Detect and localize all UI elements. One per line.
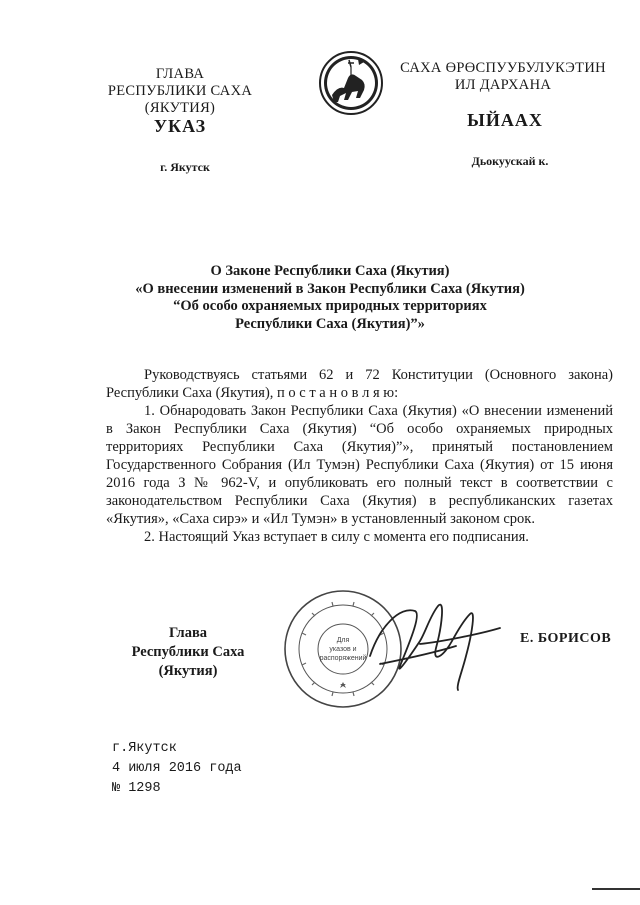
registration-footer	[112, 739, 242, 799]
header-right	[394, 60, 612, 94]
header-right-line1: САХА ӨРӨСПУУБУЛУКЭТИН	[400, 60, 606, 76]
page-edge-mark	[592, 888, 640, 890]
title-line1: О Законе Республики Саха (Якутия)	[210, 263, 450, 279]
doc-type-sakha: ЫЙААХ	[467, 110, 543, 130]
preamble: Руководствуясь статьями 62 и 72 Конституции (Основного закона) Республики Саха (Якутия), п о с т а н о в л я ю:	[106, 367, 613, 401]
item-1: 1. Обнародовать Закон Республики Саха (Якутия) «О внесении изменений в Закон Республики Саха (Якутия) “Об особо охраняемых природных территориях Республики Саха (Якутия)”», принятый постановлением Государственного Собрания (Ил Тумэн) Республики Саха (Якутия) от 15 июня 2016 года З № 962-V, и опубликовать его полный текст в соответствии с законодательством Республики Саха (Якутия) в республиканских газетах «Якутия», «Саха сирэ» и «Ил Тумэн» в установленный законом срок.	[106, 403, 613, 527]
seal-line1: Для	[336, 637, 350, 644]
signatory-title	[108, 624, 268, 681]
seal-line2: указов и	[329, 646, 357, 653]
signatory-title-line1: Глава	[168, 625, 208, 641]
header-left-line2: РЕСПУБЛИКИ САХА (ЯКУТИЯ)	[107, 83, 253, 116]
handwritten-signature-icon	[360, 586, 510, 696]
document-body	[106, 366, 613, 546]
seal-line3: распоряжений	[319, 655, 367, 662]
city-sakha: Дьокуускай к.	[471, 154, 549, 168]
header-right-line2: ИЛ ДАРХАНА	[454, 77, 552, 93]
doc-type-ru: УКАЗ	[153, 116, 207, 136]
footer-date: 4 июля 2016 года	[112, 761, 242, 776]
emblem-icon	[318, 50, 384, 116]
signatory-name: Е. БОРИСОВ	[520, 631, 612, 646]
item-2: 2. Настоящий Указ вступает в силу с момента его подписания.	[144, 529, 529, 545]
title-line3: “Об особо охраняемых природных территориях	[173, 298, 487, 314]
signatory-title-line2: Республики Саха (Якутия)	[131, 644, 245, 679]
city-ru: г. Якутск	[160, 160, 210, 174]
footer-number: № 1298	[112, 781, 161, 796]
title-line2: «О внесении изменений в Закон Республики Саха (Якутия)	[135, 280, 525, 297]
title-line4: Республики Саха (Якутия)”»	[235, 315, 425, 332]
header-left	[80, 66, 280, 117]
footer-city: г.Якутск	[112, 741, 177, 756]
header-left-line1: ГЛАВА	[155, 66, 205, 82]
document-title	[100, 263, 560, 333]
